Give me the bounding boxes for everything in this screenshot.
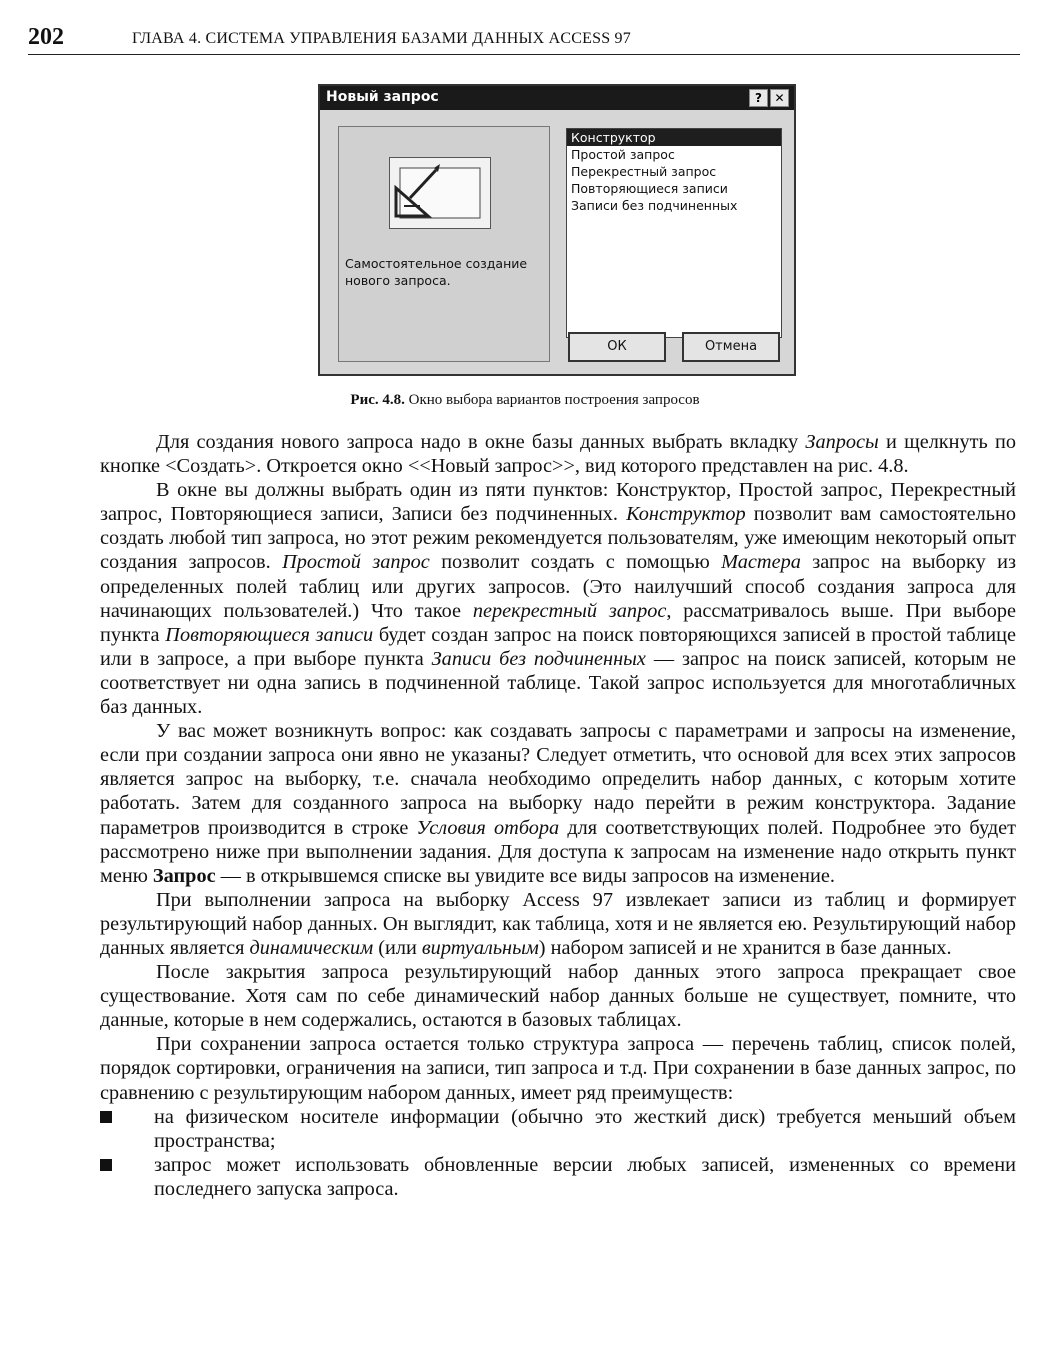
ok-button[interactable]: ОК bbox=[568, 332, 666, 362]
paragraph-2: В окне вы должны выбрать один из пяти пунктов: Конструктор, Простой запрос, Перекрестный запрос, Повторяющиеся записи, Записи без подчиненных. Конструктор позволит вам самостоятельно создать любой тип запроса, но этот режим рекомендуется пользователям, уже имеющим некоторый опыт создания запросов. Простой запрос позволит создать с помощью Мастера запрос на выборку из определенных полей таблиц или других запросов. (Это наилучший способ создания запроса для начинающих пользователей.) Что такое перекрестный запрос, рассматривалось выше. При выборе пункта Повторяющиеся записи будет создан запрос на поиск повторяющихся записей в простой таблице или в запросе, а при выборе пункта Записи без подчиненных — запрос на поиск записей, которым не соответствует ни одна запись в подчиненной таблице. Такой запрос используется для многотабличных баз данных. bbox=[100, 479, 1017, 719]
bullet-item: на физическом носителе информации (обычно это жесткий диск) требуется меньший объем пространства; bbox=[100, 1105, 1016, 1153]
paragraph-1: Для создания нового запроса надо в окне базы данных выбрать вкладку Запросы и щелкнуть по кнопке <Создать>. Откроется окно <<Новый запрос>>, вид которого представлен на рис. 4.8. bbox=[100, 431, 1016, 478]
bullet-square-icon bbox=[100, 1159, 112, 1171]
caption-text: Окно выбора вариантов построения запросов bbox=[408, 392, 700, 408]
dialog-title: Новый запрос bbox=[326, 89, 439, 105]
preview-panel bbox=[338, 126, 550, 362]
new-query-dialog bbox=[318, 84, 796, 376]
dialog-title-bar bbox=[320, 86, 794, 110]
design-wizard-icon bbox=[389, 157, 491, 229]
page-number: 202 bbox=[28, 24, 64, 50]
paragraph-5: После закрытия запроса результирующий набор данных этого запроса прекращает свое существование. Хотя сам по себе динамический набор данных больше не существует, помните, что данные, которые в нем содержались, остаются в базовых таблицах. bbox=[100, 961, 1016, 1032]
figure-caption bbox=[0, 392, 1050, 409]
close-button[interactable]: ✕ bbox=[770, 89, 789, 107]
chapter-title: ГЛАВА 4. СИСТЕМА УПРАВЛЕНИЯ БАЗАМИ ДАННЫХ ACCESS 97 bbox=[132, 30, 631, 47]
bullet-item: запрос может использовать обновленные версии любых записей, измененных со времени последнего запуска запроса. bbox=[100, 1153, 1016, 1201]
running-header bbox=[28, 24, 1020, 55]
list-item-unmatched[interactable]: Записи без подчиненных bbox=[571, 198, 738, 213]
help-button[interactable]: ? bbox=[749, 89, 768, 107]
caption-label: Рис. 4.8. bbox=[350, 392, 405, 408]
list-item-duplicates[interactable]: Повторяющиеся записи bbox=[571, 181, 728, 196]
list-item-crosstab-query[interactable]: Перекрестный запрос bbox=[571, 164, 717, 179]
paragraph-4: При выполнении запроса на выборку Access 97 извлекает записи из таблиц и формирует результирующий набор данных. Он выглядит, как таблица, хотя и не является ею. Результирующий набор данных является динамическим (или виртуальным) набором записей и не хранится в базе данных. bbox=[100, 888, 1016, 959]
cancel-button[interactable]: Отмена bbox=[682, 332, 780, 362]
paragraph-3: У вас может возникнуть вопрос: как создавать запросы с параметрами и запросы на изменение, если при создании запроса они явно не указаны? Следует отметить, что основой для всех этих запросов является запрос на выборку, т.е. сначала необходимо определить набор данных, с которым хотите работать. Затем для созданного запроса на выборку надо перейти в режим конструктора. Задание параметров производится в строке Условия отбора для соответствующих полей. Подробнее это будет рассмотрено ниже при выполнении задания. Для доступа к запросам на изменение надо открыть пункт меню Запрос — в открывшемся списке вы увидите все виды запросов на изменение. bbox=[100, 720, 1017, 887]
query-description: Самостоятельное создание нового запроса. bbox=[345, 256, 528, 288]
list-item-simple-query[interactable]: Простой запрос bbox=[571, 147, 675, 162]
bullet-square-icon bbox=[100, 1111, 112, 1123]
paragraph-6: При сохранении запроса остается только структура запроса — перечень таблиц, список полей, порядок сортировки, ограничения на записи, тип запроса и т.д. При сохранении в базе данных запрос, по сравнению с результирующим набором данных, имеет ряд преимуществ: bbox=[100, 1033, 1016, 1104]
body-text bbox=[100, 430, 1016, 1201]
query-type-list[interactable] bbox=[566, 128, 782, 338]
list-item-constructor[interactable]: Конструктор bbox=[567, 129, 781, 146]
